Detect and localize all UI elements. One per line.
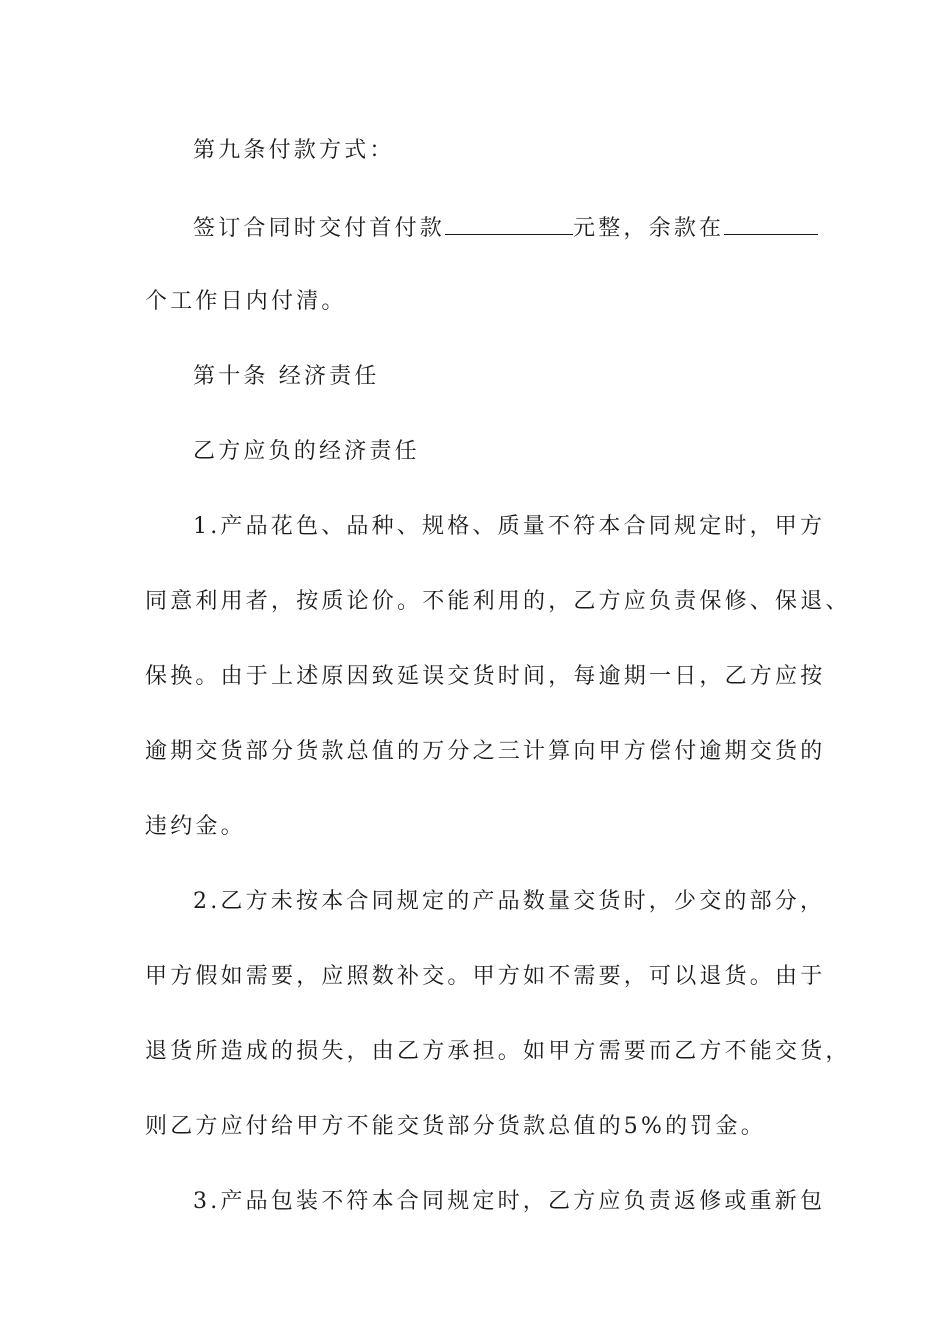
item-1-line-5: 违约金。	[145, 814, 246, 839]
article-9-text-a: 签订合同时交付首付款	[193, 216, 446, 241]
days-blank	[724, 212, 818, 235]
article-9-title: 第九条付款方式：	[193, 138, 395, 163]
item-1-line-1: 1.产品花色、品种、规格、质量不符本合同规定时，甲方	[193, 514, 826, 539]
article-9-text-b: 元整，余款在	[573, 216, 725, 241]
item-2-line-1: 2.乙方未按本合同规定的产品数量交货时，少交的部分，	[193, 889, 826, 914]
article-9-line-2: 个工作日内付清。	[145, 289, 347, 314]
item-1-line-4: 逾期交货部分货款总值的万分之三计算向甲方偿付逾期交货的	[145, 739, 826, 764]
item-2-line-4: 则乙方应付给甲方不能交货部分货款总值的5%的罚金。	[145, 1114, 766, 1139]
article-10-title: 第十条 经济责任	[193, 364, 380, 389]
article-9-line-1	[193, 212, 873, 242]
item-2-line-2: 甲方假如需要，应照数补交。甲方如不需要，可以退货。由于	[145, 964, 826, 989]
item-1-line-3: 保换。由于上述原因致延误交货时间，每逾期一日，乙方应按	[145, 664, 826, 689]
item-1-line-2: 同意利用者，按质论价。不能利用的，乙方应负责保修、保退、	[145, 589, 851, 614]
down-payment-blank	[445, 212, 573, 235]
item-3-line-1: 3.产品包装不符本合同规定时，乙方应负责返修或重新包	[193, 1189, 826, 1214]
item-2-line-3: 退货所造成的损失，由乙方承担。如甲方需要而乙方不能交货，	[145, 1039, 851, 1064]
seller-liability-heading: 乙方应负的经济责任	[193, 439, 420, 464]
